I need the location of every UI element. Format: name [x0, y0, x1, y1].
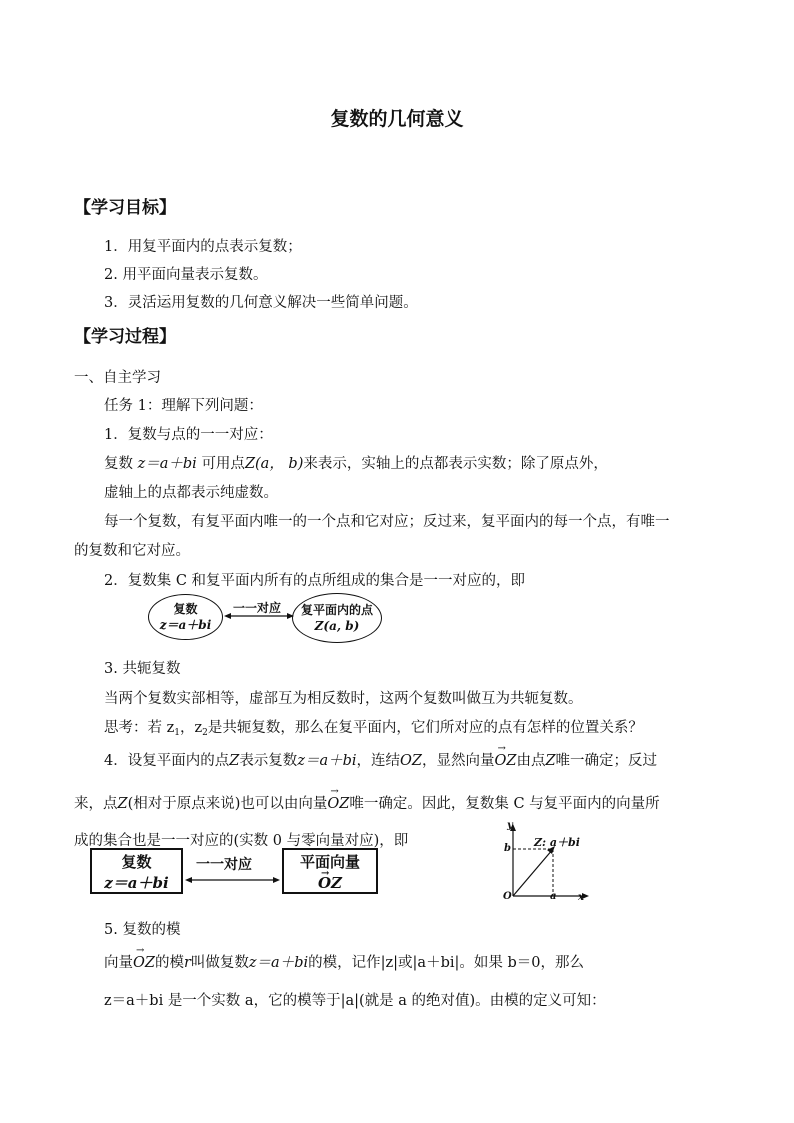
point-1-title: 1．复数与点的一一对应：	[104, 427, 273, 443]
point-4-line-3: 成的集合也是一一对应的(实数 0 与零向量对应)，即	[74, 833, 409, 849]
plot-origin-label: O	[503, 891, 512, 902]
plot-a-label: a	[550, 891, 557, 902]
point-5-title: 5. 复数的模	[104, 922, 181, 938]
diagram1-arrow	[224, 612, 294, 620]
diagram2-right-box: 平面向量 → OZ	[282, 848, 378, 894]
goal-item-1: 1．用复平面内的点表示复数；	[104, 239, 302, 255]
point-5-line-2: z＝a＋bi 是一个实数 a，它的模等于|a|(就是 a 的绝对值)。由模的定义可知：	[104, 993, 606, 1009]
point-5-line-1: 向量→ OZ的模r叫做复数z＝a＋bi的模，记作|z|或|a＋bi|。如果 b＝0，那么	[104, 951, 584, 972]
point-4-line-1: 4．设复平面内的点Z表示复数z＝a＋bi，连结OZ，显然向量→ OZ由点Z唯一确定；反过	[104, 749, 657, 770]
plot-b-label: b	[504, 843, 511, 854]
diagram1-right-ellipse: 复平面内的点 Z(a, b)	[292, 593, 382, 643]
section-1: 一、自主学习	[74, 370, 161, 386]
plot-y-label: y	[507, 820, 513, 831]
point-1-para-b: 的复数和它对应。	[74, 543, 190, 559]
diagram2-left-box: 复数 z＝a＋bi	[90, 848, 183, 894]
diagram2-arrow-label: 一一对应	[196, 857, 252, 873]
goal-item-3: 3．灵活运用复数的几何意义解决一些简单问题。	[104, 295, 418, 311]
point-4-line-2: 来，点Z(相对于原点来说)也可以由向量→ OZ唯一确定。因此，复数集 C 与复平面内的向量所	[74, 792, 660, 813]
diagram1-arrow-label: 一一对应	[233, 601, 282, 615]
diagram2-arrow	[185, 876, 280, 884]
task-1: 任务 1：理解下列问题：	[104, 398, 263, 414]
point-1-line-2: 虚轴上的点都表示纯虚数。	[104, 485, 278, 501]
point-1-para-a: 每一个复数，有复平面内唯一的一个点和它对应；反过来，复平面内的每一个点，有唯一	[104, 514, 670, 530]
plot-x-label: x	[578, 892, 584, 903]
goal-item-2: 2. 用平面向量表示复数。	[104, 267, 268, 283]
point-3-title: 3. 共轭复数	[104, 661, 181, 677]
diagram1-left-ellipse: 复数 z＝a＋bi	[148, 594, 223, 640]
plot-point-label: Z: a＋bi	[534, 836, 580, 849]
point-1-line-1: 复数 z＝a＋bi 可用点Z(a， b)来表示，实轴上的点都表示实数；除了原点外，	[104, 456, 608, 472]
point-3-think: 思考：若 $z_1$，$z_2$是共轭复数，那么在复平面内，它们所对应的点有怎样的位置关系？	[104, 720, 643, 738]
point-2-title: 2．复数集 C 和复平面内所有的点所组成的集合是一一对应的，即	[104, 573, 526, 589]
goals-heading: 【学习目标】	[74, 198, 176, 218]
process-heading: 【学习过程】	[74, 327, 176, 347]
page-title: 复数的几何意义	[330, 108, 464, 130]
point-3-definition: 当两个复数实部相等，虚部互为相反数时，这两个复数叫做互为共轭复数。	[104, 691, 583, 707]
